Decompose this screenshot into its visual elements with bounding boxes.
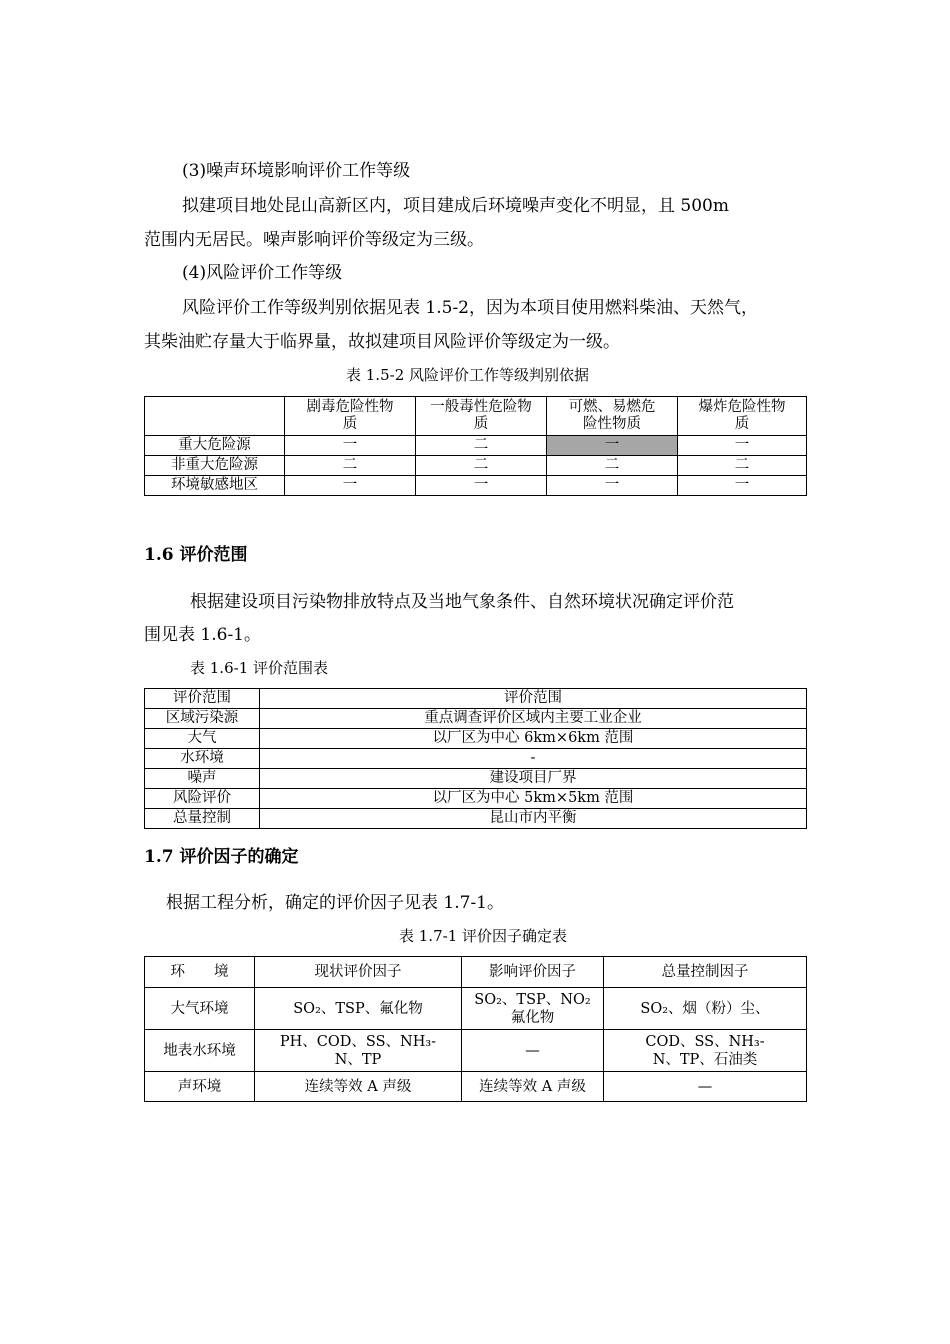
table-header-cell: 可燃、易燃危险性物质 xyxy=(547,397,678,436)
noise-heading: (3)噪声环境影响评价工作等级 xyxy=(182,161,411,181)
table-header-cell: 环 境 xyxy=(145,957,255,988)
table-cell: 重点调查评价区域内主要工业企业 xyxy=(260,709,807,729)
table-cell: 二 xyxy=(416,456,547,476)
table-header-row xyxy=(145,397,807,436)
table-row xyxy=(145,1072,807,1102)
table-cell: 连续等效 A 声级 xyxy=(255,1072,462,1102)
table-cell: 一 xyxy=(285,436,416,456)
cell-line: N、TP xyxy=(334,1051,382,1068)
table-cell: 二 xyxy=(547,456,678,476)
cell-line: 氟化物 xyxy=(510,1009,555,1026)
risk-heading: (4)风险评价工作等级 xyxy=(182,263,343,283)
table-header-cell: 总量控制因子 xyxy=(604,957,807,988)
table-cell: SO₂、TSP、氟化物 xyxy=(255,988,462,1030)
table-row xyxy=(145,789,807,809)
table-header-row xyxy=(145,957,807,988)
table-1-6-1-caption: 表 1.6-1 评价范围表 xyxy=(190,659,329,677)
table-cell xyxy=(255,1030,462,1072)
table-1-6-1 xyxy=(144,688,807,829)
table-1-5-2 xyxy=(144,396,807,496)
table-cell: 地表水环境 xyxy=(145,1030,255,1072)
table-header-cell: 影响评价因子 xyxy=(462,957,604,988)
table-cell: 二 xyxy=(416,436,547,456)
table-row xyxy=(145,476,807,496)
table-header-cell: 评价范围 xyxy=(260,689,807,709)
table-cell: 建设项目厂界 xyxy=(260,769,807,789)
risk-paragraph-line1: 风险评价工作等级判别依据见表 1.5-2，因为本项目使用燃料柴油、天然气， xyxy=(182,298,758,318)
table-cell: 大气 xyxy=(145,729,260,749)
cell-line: N、TP、石油类 xyxy=(652,1051,758,1068)
table-cell: 噪声 xyxy=(145,769,260,789)
table-header-cell xyxy=(145,397,285,436)
table-row xyxy=(145,769,807,789)
table-1-7-1 xyxy=(144,956,807,1102)
table-cell: — xyxy=(462,1030,604,1072)
section-1-7-title: 1.7 评价因子的确定 xyxy=(144,847,299,867)
table-header-cell: 剧毒危险性物质 xyxy=(285,397,416,436)
table-cell: 一 xyxy=(416,476,547,496)
table-1-5-2-caption: 表 1.5-2 风险评价工作等级判别依据 xyxy=(346,366,590,384)
table-row xyxy=(145,709,807,729)
noise-paragraph-line2: 范围内无居民。噪声影响评价等级定为三级。 xyxy=(144,230,484,250)
table-cell: 以厂区为中心 5km×5km 范围 xyxy=(260,789,807,809)
table-cell: 一 xyxy=(547,476,678,496)
table-row xyxy=(145,456,807,476)
section-1-7-paragraph: 根据工程分析，确定的评价因子见表 1.7-1。 xyxy=(166,893,504,913)
table-header-cell: 评价范围 xyxy=(145,689,260,709)
cell-line: COD、SS、NH₃- xyxy=(645,1033,765,1050)
table-cell: 二 xyxy=(285,456,416,476)
table-cell: 一 xyxy=(285,476,416,496)
cell-line: SO₂、TSP、NO₂ xyxy=(474,991,591,1008)
table-header-cell: 一般毒性危险物质 xyxy=(416,397,547,436)
table-1-7-1-caption: 表 1.7-1 评价因子确定表 xyxy=(399,927,568,945)
table-cell-shaded: 一 xyxy=(547,436,678,456)
table-row xyxy=(145,749,807,769)
table-cell: 连续等效 A 声级 xyxy=(462,1072,604,1102)
table-cell: 重大危险源 xyxy=(145,436,285,456)
table-header-cell: 现状评价因子 xyxy=(255,957,462,988)
table-cell: 声环境 xyxy=(145,1072,255,1102)
table-cell: 二 xyxy=(678,456,807,476)
table-row xyxy=(145,988,807,1030)
table-cell xyxy=(604,1030,807,1072)
section-1-6-paragraph-line1: 根据建设项目污染物排放特点及当地气象条件、自然环境状况确定评价范 xyxy=(190,592,734,612)
table-cell: — xyxy=(604,1072,807,1102)
table-cell: 以厂区为中心 6km×6km 范围 xyxy=(260,729,807,749)
table-cell: - xyxy=(260,749,807,769)
table-cell xyxy=(462,988,604,1030)
table-header-row xyxy=(145,689,807,709)
table-cell: SO₂、烟（粉）尘、 xyxy=(604,988,807,1030)
table-cell: 非重大危险源 xyxy=(145,456,285,476)
table-cell: 区域污染源 xyxy=(145,709,260,729)
table-cell: 环境敏感地区 xyxy=(145,476,285,496)
section-1-6-title: 1.6 评价范围 xyxy=(144,545,248,565)
table-cell: 水环境 xyxy=(145,749,260,769)
table-cell: 一 xyxy=(678,436,807,456)
noise-paragraph-line1: 拟建项目地处昆山高新区内，项目建成后环境噪声变化不明显，且 500m xyxy=(182,196,729,216)
section-1-6-paragraph-line2: 围见表 1.6-1。 xyxy=(144,625,261,645)
table-row xyxy=(145,809,807,829)
table-row xyxy=(145,1030,807,1072)
risk-paragraph-line2: 其柴油贮存量大于临界量，故拟建项目风险评价等级定为一级。 xyxy=(144,332,620,352)
table-row xyxy=(145,729,807,749)
table-cell: 总量控制 xyxy=(145,809,260,829)
table-row xyxy=(145,436,807,456)
table-cell: 大气环境 xyxy=(145,988,255,1030)
table-cell: 昆山市内平衡 xyxy=(260,809,807,829)
table-cell: 一 xyxy=(678,476,807,496)
table-cell: 风险评价 xyxy=(145,789,260,809)
table-header-cell: 爆炸危险性物质 xyxy=(678,397,807,436)
cell-line: PH、COD、SS、NH₃- xyxy=(279,1033,437,1050)
